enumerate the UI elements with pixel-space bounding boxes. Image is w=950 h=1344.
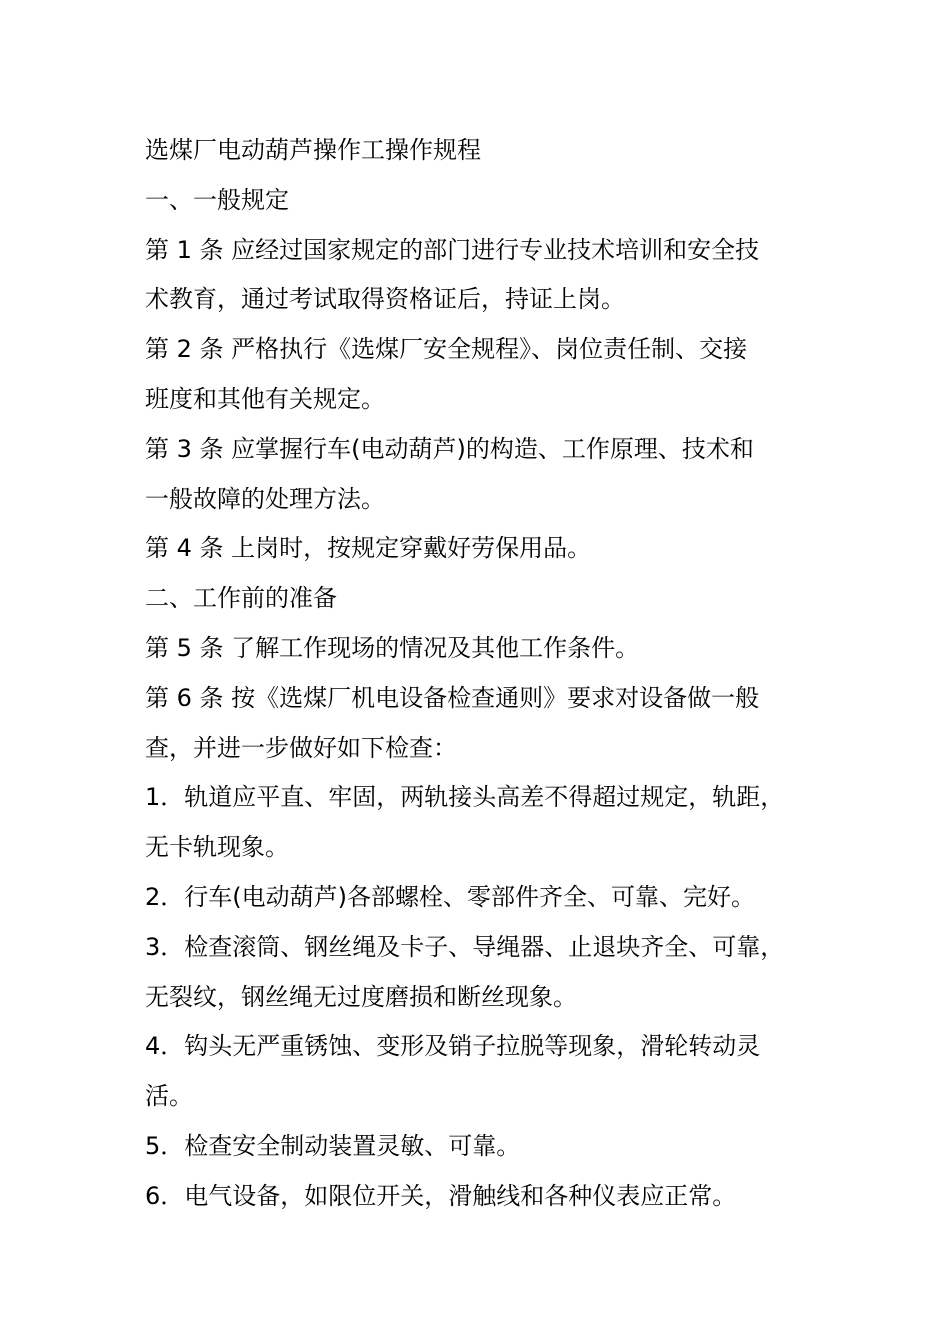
section-heading-general: 一、一般规定 [145,185,289,214]
paragraph-line: 第 5 条 了解工作现场的情况及其他工作条件。 [145,633,640,662]
paragraph-line: 术教育，通过考试取得资格证后，持证上岗。 [145,285,625,314]
paragraph-line: 第 2 条 严格执行《选煤厂安全规程》、岗位责任制、交接 [145,335,748,364]
document-body [145,126,835,1222]
paragraph-line: 一般故障的处理方法。 [145,484,385,513]
list-item-line: 3．检查滚筒、钢丝绳及卡子、导绳器、止退块齐全、可靠， [145,932,785,961]
paragraph-line: 查，并进一步做好如下检查： [145,733,457,762]
paragraph-line: 第 3 条 应掌握行车(电动葫芦)的构造、工作原理、技术和 [145,434,754,463]
list-item-line: 5．检查安全制动装置灵敏、可靠。 [145,1131,521,1160]
list-item-line: 6．电气设备，如限位开关，滑触线和各种仪表应正常。 [145,1181,737,1210]
paragraph-line: 班度和其他有关规定。 [145,384,385,413]
list-item-line: 2．行车(电动葫芦)各部螺栓、零部件齐全、可靠、完好。 [145,882,755,911]
list-item-line: 无卡轨现象。 [145,833,289,862]
section-heading-preparation: 二、工作前的准备 [145,584,337,613]
paragraph-line: 第 1 条 应经过国家规定的部门进行专业技术培训和安全技 [145,235,760,264]
document-title: 选煤厂电动葫芦操作工操作规程 [145,136,481,164]
paragraph-line: 第 4 条 上岗时，按规定穿戴好劳保用品。 [145,534,592,563]
list-item-line: 1．轨道应平直、牢固，两轨接头高差不得超过规定，轨距， [145,783,785,812]
list-item-line: 无裂纹，钢丝绳无过度磨损和断丝现象。 [145,982,577,1011]
list-item-line: 活。 [145,1082,193,1111]
list-item-line: 4．钩头无严重锈蚀、变形及销子拉脱等现象，滑轮转动灵 [145,1032,761,1061]
paragraph-line: 第 6 条 按《选煤厂机电设备检查通则》要求对设备做一般 [145,683,760,712]
